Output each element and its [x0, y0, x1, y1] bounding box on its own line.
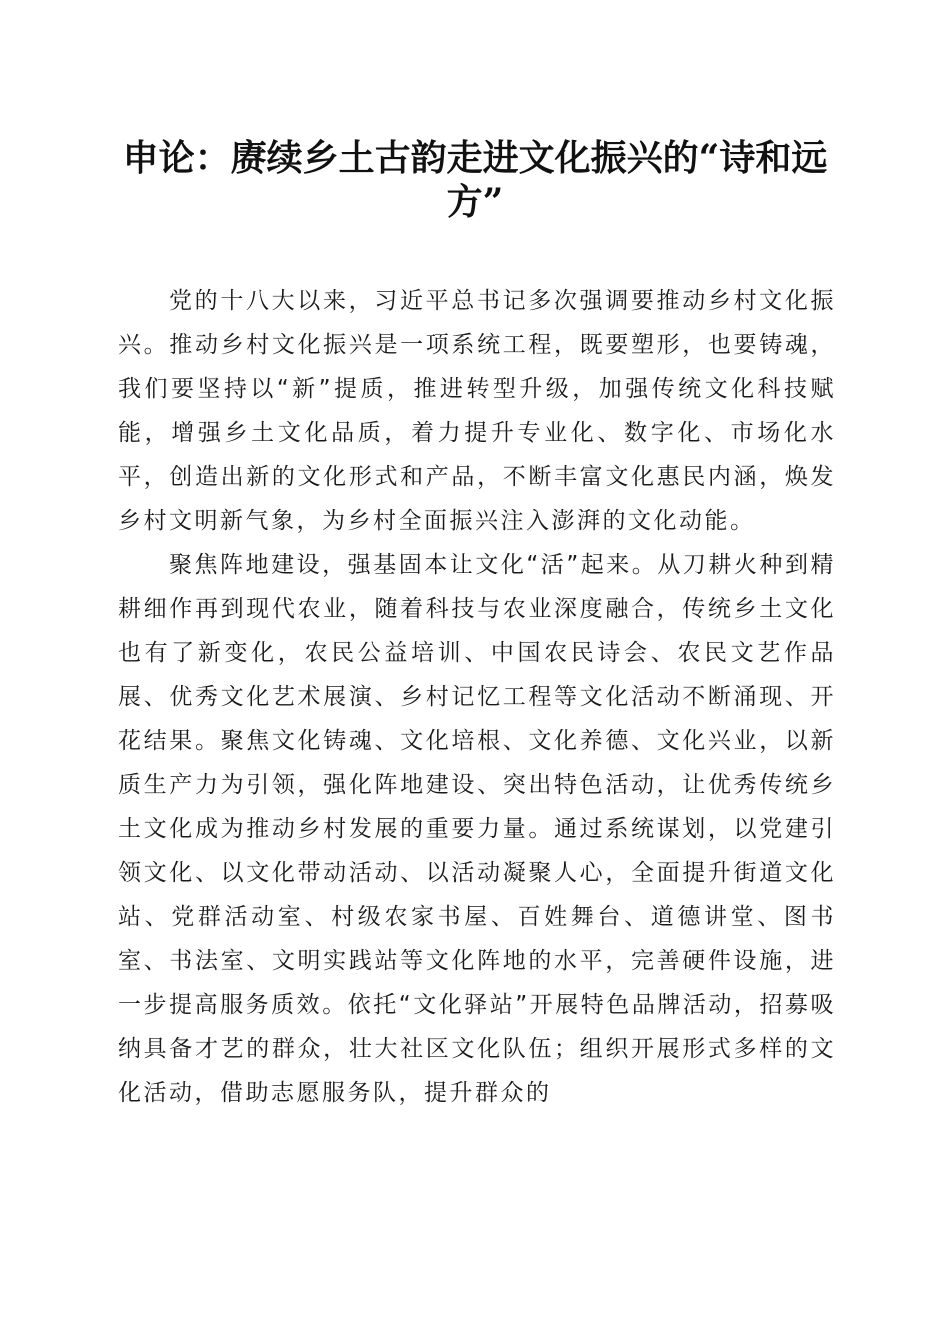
document-title: 申论：赓续乡土古韵走进文化振兴的“诗和远方” [122, 137, 828, 223]
paragraph-intro: 党的十八大以来，习近平总书记多次强调要推动乡村文化振兴。推动乡村文化振兴是一项系统工程，既要塑形，也要铸魂，我们要坚持以“新”提质，推进转型升级，加强传统文化科技赋能，增强乡土文化品质，着力提升专业化、数字化、市场化水平，创造出新的文化形式和产品，不断丰富文化惠民内涵，焕发乡村文明新气象，为乡村全面振兴注入澎湃的文化动能。 [118, 288, 836, 534]
document-body [118, 279, 836, 1115]
paragraph-culture-venues: 聚焦阵地建设，强基固本让文化“活”起来。从刀耕火种到精耕细作再到现代农业，随着科技与农业深度融合，传统乡土文化也有了新变化，农民公益培训、中国农民诗会、农民文艺作品展、优秀文化艺术展演、乡村记忆工程等文化活动不断涌现、开花结果。聚焦文化铸魂、文化培根、文化养德、文化兴业，以新质生产力为引领，强化阵地建设、突出特色活动，让优秀传统乡土文化成为推动乡村发展的重要力量。通过系统谋划，以党建引领文化、以文化带动活动、以活动凝聚人心，全面提升街道文化站、党群活动室、村级农家书屋、百姓舞台、道德讲堂、图书室、书法室、文明实践站等文化阵地的水平，完善硬件设施，进一步提高服务质效。依托“文化驿站”开展特色品牌活动，招募吸纳具备才艺的群众，壮大社区文化队伍；组织开展形式多样的文化活动，借助志愿服务队，提升群众的 [118, 552, 836, 1106]
